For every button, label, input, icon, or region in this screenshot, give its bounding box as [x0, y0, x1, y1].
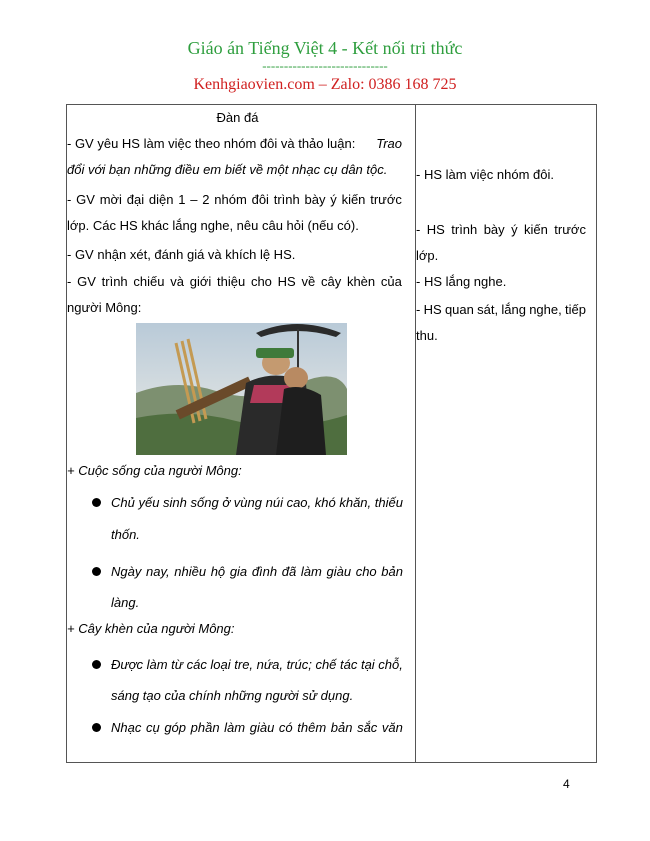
bullet-1-line-1: Chủ yếu sinh sống ở vùng núi cao, khó khăn, thiếu — [111, 495, 403, 510]
page-number: 4 — [563, 777, 570, 791]
bullet-1-line-2: thốn. — [111, 527, 140, 542]
bullet-2-line-1: Ngày nay, nhiều hộ gia đình đã làm giàu cho bản — [111, 564, 403, 579]
bullet-3-line-2: sáng tạo của chính những người sử dụng. — [111, 688, 354, 703]
lesson-table — [66, 104, 597, 763]
student-activity-2-line-1: - HS trình bày ý kiến trước — [416, 222, 586, 237]
paragraph-2-line-1: - GV mời đại diện 1 – 2 nhóm đôi trình bày ý kiến trước — [67, 192, 402, 207]
paragraph-4-line-1: - GV trình chiếu và giới thiệu cho HS về cây khèn của — [67, 274, 402, 289]
section-2-heading: + Cây khèn của người Mông: — [67, 621, 235, 636]
section-1-heading: + Cuộc sống của người Mông: — [67, 463, 242, 478]
paragraph-1-text: - GV yêu HS làm việc theo nhóm đôi và thảo luận: — [67, 136, 356, 151]
bullet-4-icon — [92, 723, 101, 732]
paragraph-1-line-2: đổi với bạn những điều em biết về một nhạc cụ dân tộc. — [67, 162, 388, 177]
bullet-1-icon — [92, 498, 101, 507]
hmong-khen-photo — [136, 323, 347, 455]
bullet-4-line-1: Nhạc cụ góp phần làm giàu có thêm bản sắc văn — [111, 720, 403, 735]
paragraph-3: - GV nhận xét, đánh giá và khích lệ HS. — [67, 247, 296, 262]
student-activity-3: - HS lắng nghe. — [416, 274, 507, 289]
column-divider — [415, 105, 416, 762]
bullet-2-line-2: làng. — [111, 595, 140, 610]
student-activity-1: - HS làm việc nhóm đôi. — [416, 167, 554, 182]
bullet-3-line-1: Được làm từ các loại tre, nứa, trúc; chế tác tại chỗ, — [111, 657, 403, 672]
header-site-contact: Kenhgiaovien.com – Zalo: 0386 168 725 — [193, 76, 457, 93]
bullet-3-icon — [92, 660, 101, 669]
paragraph-1-line-1 — [67, 135, 402, 153]
paragraph-4-line-2: người Mông: — [67, 300, 142, 315]
song-title: Đàn đá — [216, 110, 259, 125]
paragraph-1-italic: Trao — [376, 136, 402, 151]
student-activity-4-line-2: thu. — [416, 328, 438, 343]
student-activity-4-line-1: - HS quan sát, lắng nghe, tiếp — [416, 302, 586, 317]
paragraph-2-line-2: lớp. Các HS khác lắng nghe, nêu câu hỏi (nếu có). — [67, 218, 359, 233]
document-header-title: Giáo án Tiếng Việt 4 - Kết nối tri thức — [187, 38, 463, 58]
header-divider: ----------------------------- — [262, 58, 388, 73]
bullet-2-icon — [92, 567, 101, 576]
student-activity-2-line-2: lớp. — [416, 248, 439, 263]
